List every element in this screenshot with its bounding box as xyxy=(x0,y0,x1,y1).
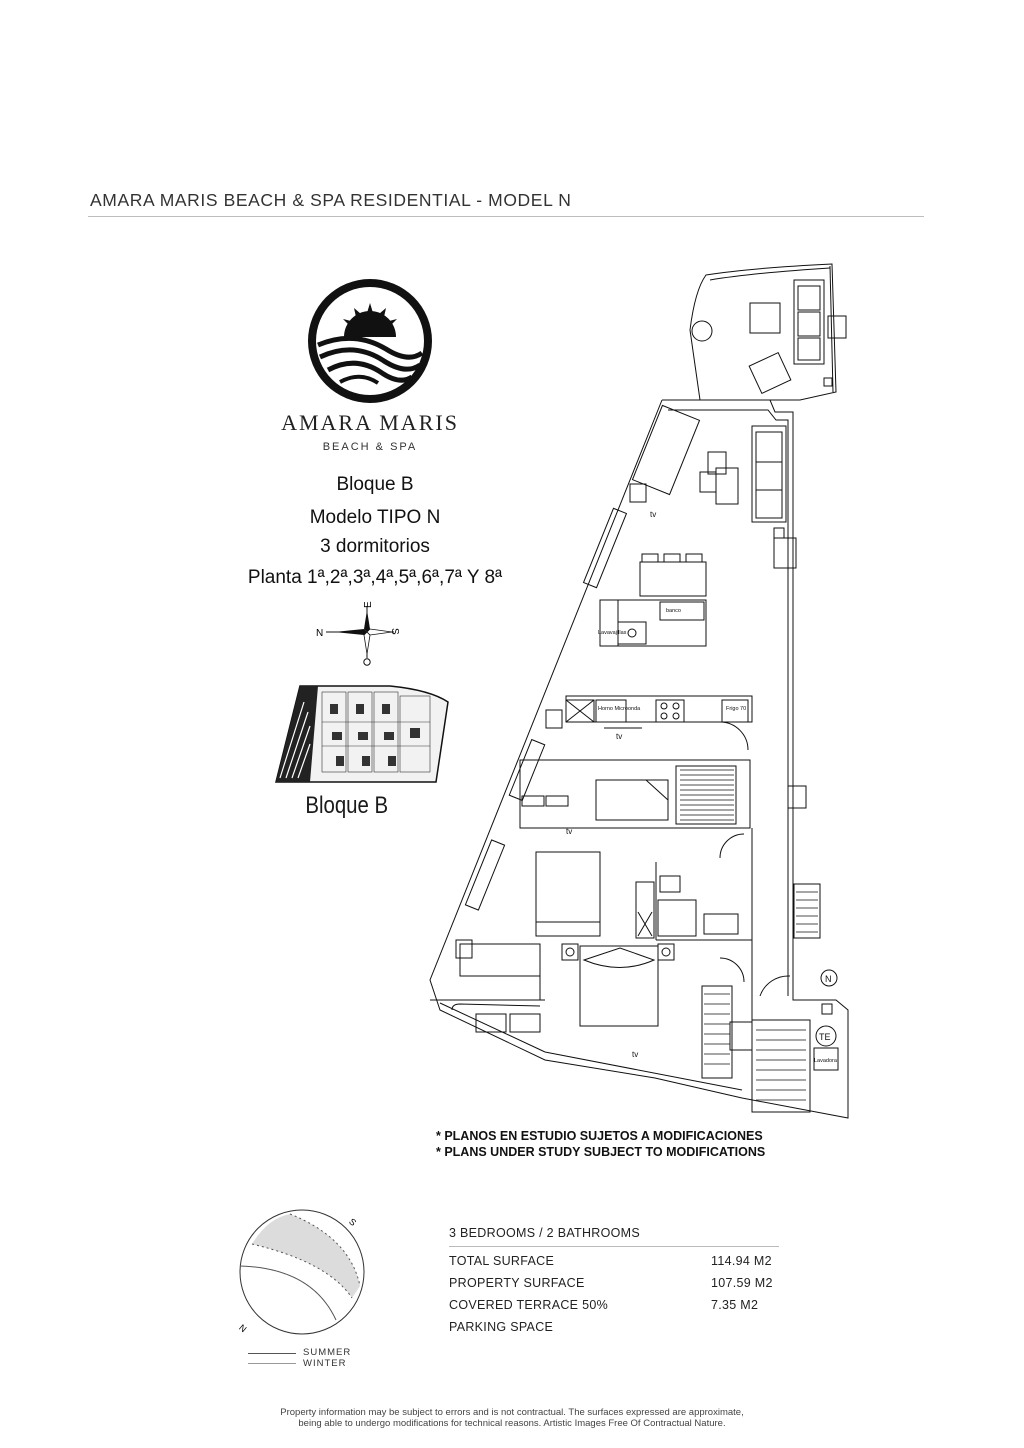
sun-diagram-s: S xyxy=(347,1216,359,1228)
compass-o xyxy=(364,659,370,665)
plan-label-tv-4: tv xyxy=(632,1050,639,1059)
sun-path-diagram xyxy=(232,1208,372,1338)
plan-label-banco: banco xyxy=(666,608,681,614)
model-label: Modelo TIPO N xyxy=(309,507,441,528)
modification-notes xyxy=(436,1128,765,1160)
compass-n: N xyxy=(316,628,324,639)
brand-tagline: BEACH & SPA xyxy=(322,441,418,453)
floors-label: Planta 1ª,2ª,3ª,4ª,5ª,6ª,7ª Y 8ª xyxy=(247,567,503,588)
spec-value: 107.59 M2 xyxy=(711,1276,773,1290)
header-divider xyxy=(88,216,924,217)
specs-divider xyxy=(449,1246,779,1247)
page-title: AMARA MARIS BEACH & SPA RESIDENTIAL - MODEL N xyxy=(90,190,572,210)
block-label: Bloque B xyxy=(336,474,414,495)
note-en: * PLANS UNDER STUDY SUBJECT TO MODIFICATIONS xyxy=(436,1145,766,1159)
plan-label-te: TE xyxy=(819,1032,831,1042)
plan-label-lavadora: Lavadora xyxy=(814,1058,837,1064)
disclaimer-line-2: being able to undergo modifications for technical reasons. Artistic Images Free Of Contractual Nature. xyxy=(298,1418,726,1429)
spec-label: PARKING SPACE xyxy=(449,1320,554,1334)
note-es: * PLANOS EN ESTUDIO SUJETOS A MODIFICACIONES xyxy=(436,1129,763,1143)
plan-label-lavavajillas: Lavavajillas xyxy=(598,630,627,636)
summer-legend-label: SUMMER xyxy=(303,1347,352,1358)
spec-label: COVERED TERRACE 50% xyxy=(449,1298,608,1312)
bedrooms-label: 3 dormitorios xyxy=(320,536,430,557)
spec-value: 7.35 M2 xyxy=(711,1298,759,1312)
spec-label: TOTAL SURFACE xyxy=(449,1254,555,1268)
floor-plan xyxy=(420,258,870,1122)
key-plan-label: Bloque B xyxy=(305,792,389,819)
compass-s: S xyxy=(389,628,400,635)
disclaimer xyxy=(200,1407,824,1429)
spec-value: 114.94 M2 xyxy=(711,1254,772,1268)
plan-label-tv-2: tv xyxy=(616,732,623,741)
winter-legend-label: WINTER xyxy=(303,1358,347,1369)
compass-rose xyxy=(312,600,412,666)
specs-heading: 3 BEDROOMS / 2 BATHROOMS xyxy=(449,1226,641,1240)
amara-maris-logo xyxy=(304,275,436,407)
sun-diagram-n: N xyxy=(237,1322,249,1335)
spec-row-total xyxy=(449,1254,779,1268)
brand-name: AMARA MARIS xyxy=(281,410,459,435)
plan-label-frigo: Frigo 70 xyxy=(726,706,747,712)
plan-label-tv-3: tv xyxy=(566,827,573,836)
compass-e: E xyxy=(363,601,374,608)
winter-legend-line xyxy=(248,1363,296,1364)
spec-row-property xyxy=(449,1276,779,1290)
summer-legend-line xyxy=(248,1353,296,1354)
disclaimer-line-1: Property information may be subject to errors and is not contractual. The surfaces expressed are approximate, xyxy=(280,1407,744,1418)
plan-label-horno: Horno Microonda xyxy=(598,706,641,712)
plan-n-marker: N xyxy=(825,974,832,984)
plan-label-tv-1: tv xyxy=(650,510,657,519)
spec-row-terrace xyxy=(449,1298,779,1312)
spec-label: PROPERTY SURFACE xyxy=(449,1276,585,1290)
spec-row-parking xyxy=(449,1320,779,1334)
